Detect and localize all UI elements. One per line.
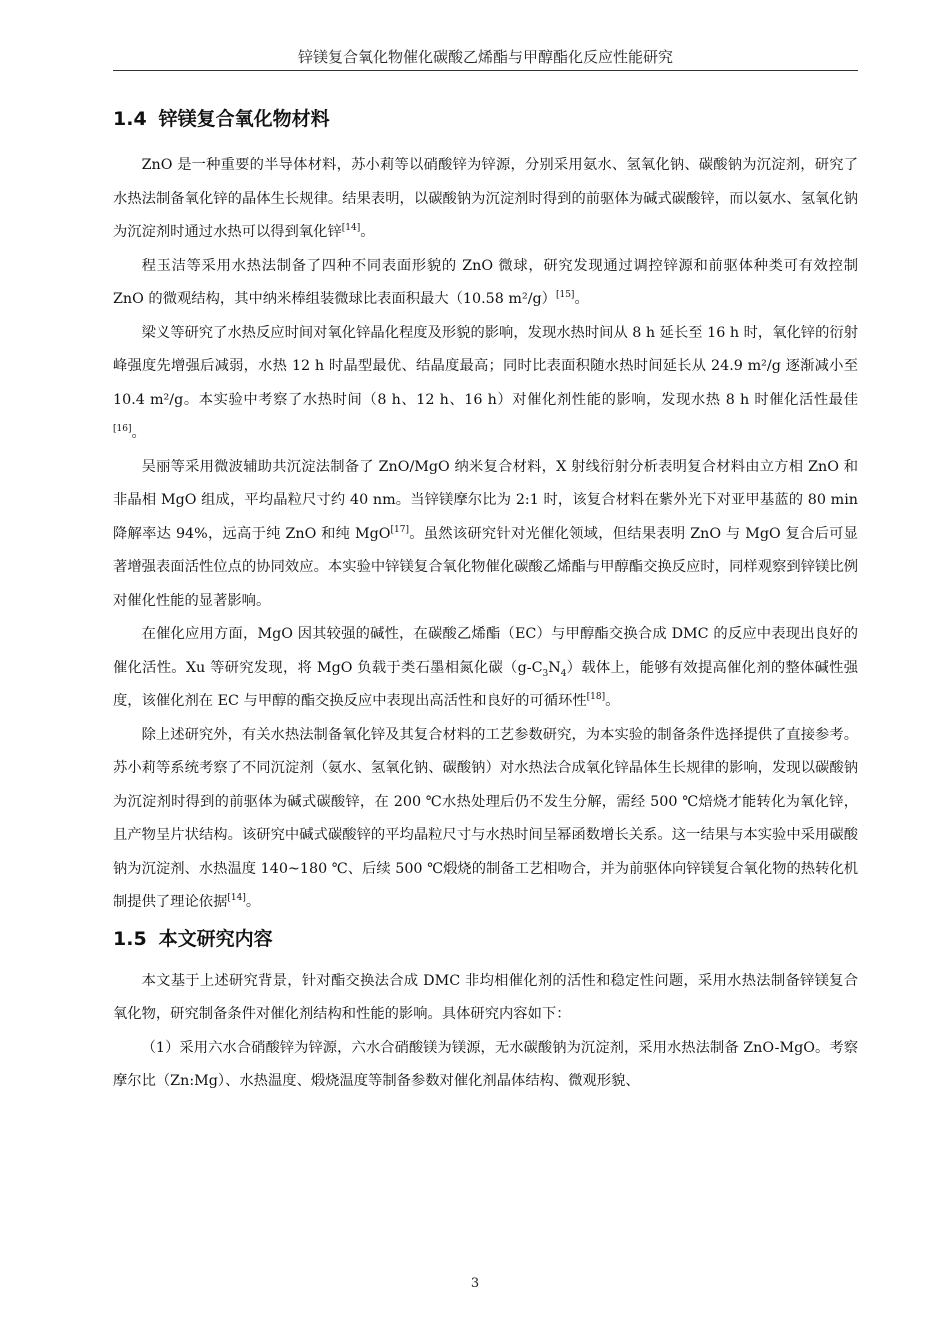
citation: [14] [227, 893, 246, 904]
section-title: 锌镁复合氧化物材料 [158, 108, 330, 130]
chem-symbol: N [548, 659, 561, 676]
paragraph-text-cont: ）载体上，能够有效提高催化剂的整体碱性强度，该催化剂在 EC 与甲醇的酯交换反应中表现出高活性和良好的可循环性 [113, 659, 858, 709]
paragraph-text: 除上述研究外，有关水热法制备氧化锌及其复合材料的工艺参数研究，为本实验的制备条件选择提供了直接参考。苏小莉等系统考察了不同沉淀剂（氨水、氢氧化钠、碳酸钠）对水热法合成氧化锌晶体生长规律的影响，发现以碳酸钠为沉淀剂时得到的前驱体为碱式碳酸锌，在 200 ℃水热处理后仍不发生分解，需经 500 ℃焙烧才能转化为氧化锌，且产物呈片状结构。该研究中碱式碳酸锌的平均晶粒尺寸与水热时间呈幂函数增长关系。这一结果与本实验中采用碳酸钠为沉淀剂、水热温度 140~180 ℃、后续 500 ℃煅烧的制备工艺相吻合，并为前驱体向锌镁复合氧化物的热转化机制提供了理论依据 [113, 726, 858, 910]
subscript: 3 [542, 668, 549, 679]
citation: [14] [341, 223, 361, 234]
citation: [17] [390, 524, 409, 535]
citation: [18] [586, 692, 606, 703]
paragraph-hydrothermal-time [113, 317, 858, 451]
paragraph-text: ZnO 是一种重要的半导体材料，苏小莉等以硝酸锌为锌源，分别采用氨水、氢氧化钠、碳酸钠为沉淀剂，研究了水热法制备氧化锌的晶体生长规律。结果表明，以碳酸钠为沉淀剂时得到的前驱体为碱式碳酸锌，而以氨水、氢氧化钠为沉淀剂时通过水热可以得到氧化锌 [113, 157, 858, 240]
paragraph-end: 。 [131, 425, 146, 441]
paragraph-end: 。 [605, 693, 620, 709]
paragraph-zno-semiconductor [113, 149, 858, 250]
paragraph-research-overview: 本文基于上述研究背景，针对酯交换法合成 DMC 非均相催化剂的活性和稳定性问题，采用水热法制备锌镁复合氧化物，研究制备条件对催化剂结构和性能的影响。具体研究内容如下： [113, 972, 858, 1022]
paragraph-zno-microspheres [113, 250, 858, 317]
paragraph-end: 。 [245, 894, 261, 910]
paragraph-text: 在催化应用方面，MgO 因其较强的碱性，在碳酸乙烯酯（EC）与甲醇酯交换合成 DMC 的反应中表现出良好的催化活性。Xu 等研究发现，将 MgO 负载于类石墨相氮化碳（g-C [113, 626, 858, 676]
header-rule [113, 70, 858, 71]
citation: [15] [555, 290, 575, 301]
page-body [113, 96, 858, 1099]
section-heading-1-4 [113, 104, 858, 131]
paragraph-mgo-catalysis [113, 618, 858, 719]
paragraph-text-cont: 。虽然该研究针对光催化领域，但结果表明 ZnO 与 MgO 复合后可显著增强表面活性位点的协同效应。本实验中锌镁复合氧化物催化碳酸乙烯酯与甲醇酯交换反应时，同样观察到锌镁比例对催化性能的显著影响。 [113, 525, 858, 609]
paragraph-research-item-1: （1）采用六水合硝酸锌为锌源，六水合硝酸镁为镁源，无水碳酸钠为沉淀剂，采用水热法制备 ZnO-MgO。考察摩尔比（Zn:Mg）、水热温度、煅烧温度等制备参数对催化剂晶体结构、微观形貌、 [113, 1039, 858, 1089]
section-number: 1.4 [113, 108, 147, 130]
section-title: 本文研究内容 [158, 927, 273, 950]
paragraph-end: 。 [360, 224, 375, 240]
running-header: 锌镁复合氧化物催化碳酸乙烯酯与甲醇酯化反应性能研究 [297, 48, 673, 66]
subscript: 4 [560, 668, 567, 679]
paragraph-process-parameters [113, 719, 858, 920]
paragraph-text: 吴丽等采用微波辅助共沉淀法制备了 ZnO/MgO 纳米复合材料，X 射线衍射分析表明复合材料由立方相 ZnO 和非晶相 MgO 组成，平均晶粒尺寸约 40 nm。当锌镁摩尔比为 2:1 时，该复合材料在紫外光下对亚甲基蓝的 80 min 降解率达 94%，远高于纯 ZnO 和纯 MgO [113, 458, 858, 542]
section-heading-1-5 [113, 924, 858, 951]
page-number: 3 [470, 1276, 480, 1291]
paragraph-text: 程玉洁等采用水热法制备了四种不同表面形貌的 ZnO 微球，研究发现通过调控锌源和前驱体种类可有效控制 ZnO 的微观结构，其中纳米棒组装微球比表面积最大（10.58 m²/g） [113, 257, 858, 307]
citation: [16] [113, 424, 132, 435]
section-number: 1.5 [113, 927, 147, 950]
paragraph-text: 梁义等研究了水热反应时间对氧化锌晶化程度及形貌的影响，发现水热时间从 8 h 延长至 16 h 时，氧化锌的衍射峰强度先增强后减弱，水热 12 h 时晶型最优、结晶度最高；同时比表面积随水热时间延长从 24.9 m²/g 逐渐减小至 10.4 m²/g。本实验中考察了水热时间（8 h、12 h、16 h）对催化剂性能的影响，发现水热 8 h 时催化活性最佳 [113, 324, 858, 408]
paragraph-end: 。 [574, 291, 589, 307]
paragraph-zno-mgo-composite [113, 451, 858, 619]
